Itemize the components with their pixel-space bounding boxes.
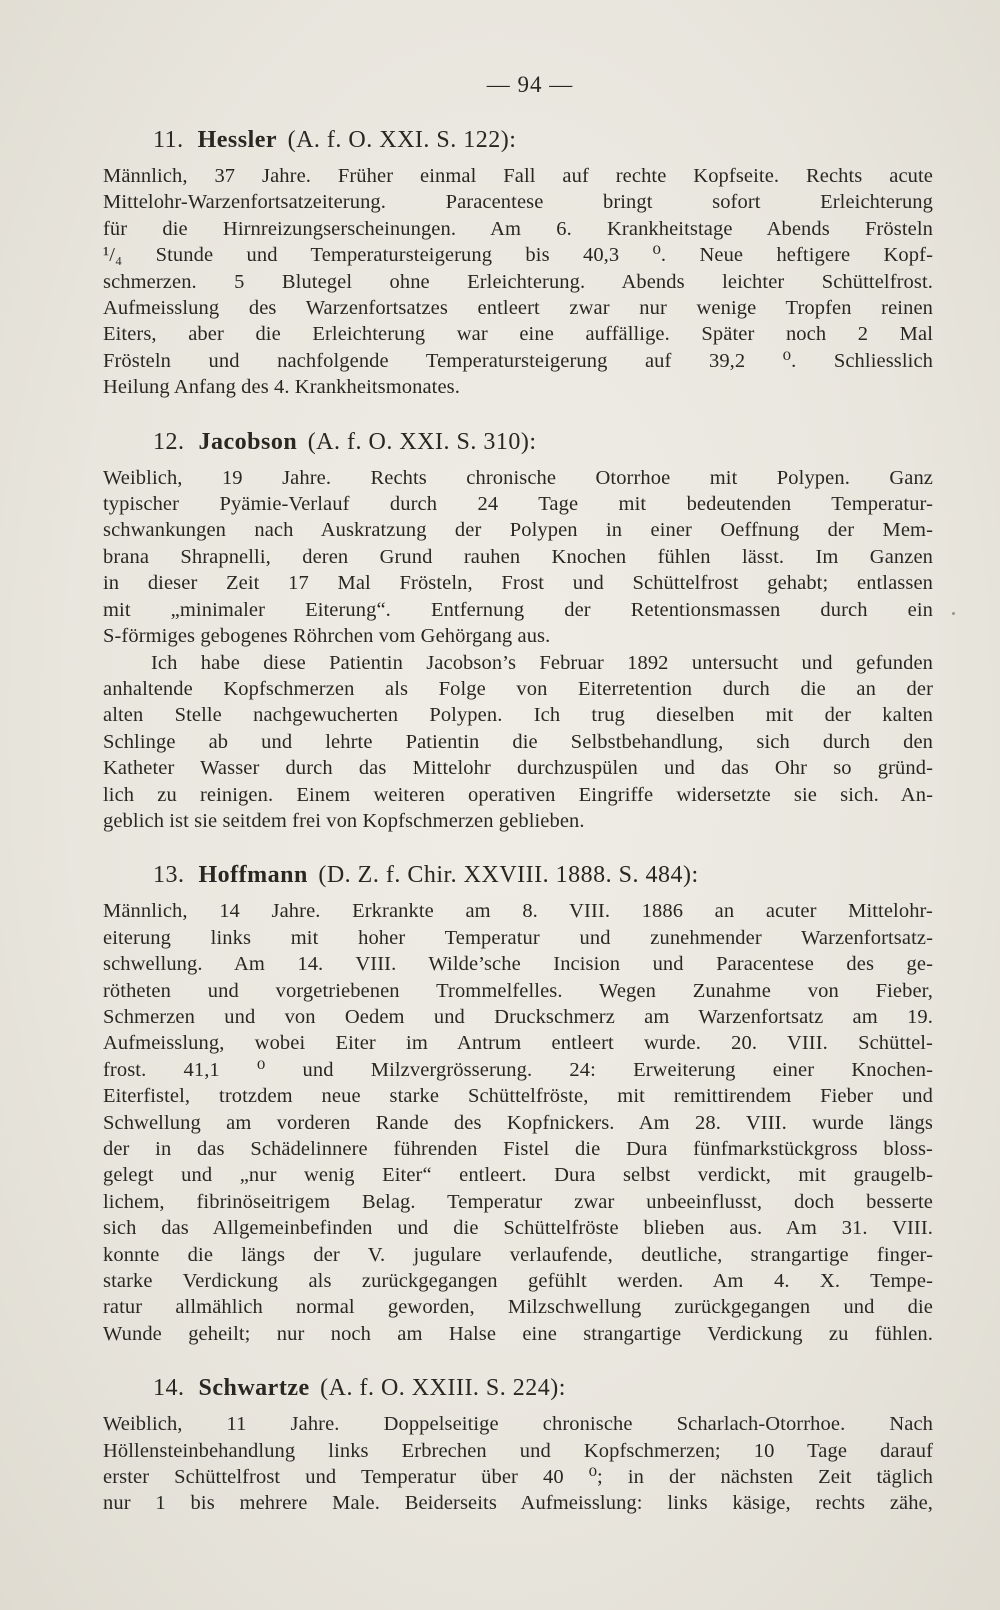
case-paragraph: [103, 650, 933, 835]
case-heading: [153, 860, 933, 890]
margin-dot: [952, 612, 955, 615]
case-number: 11.: [153, 127, 184, 153]
text-line: geblich ist sie seitdem frei von Kopfschmerzen geblieben.: [103, 809, 585, 832]
case-11: [103, 125, 933, 401]
case-number: 14.: [153, 1375, 185, 1402]
text-line: lich zu reinigen. Einem weiteren operativen Eingriffe widersetzte sie sich. An-: [103, 783, 933, 806]
case-paragraph: [103, 465, 933, 650]
case-author: Hoffmann: [198, 862, 308, 889]
text-line: Schwellung am vorderen Rande des Kopfnickers. Am 28. VIII. wurde längs: [103, 1111, 933, 1134]
case-12: [103, 427, 933, 835]
text-line: schwankungen nach Auskratzung der Polypen in einer Oeffnung der Mem-: [103, 519, 933, 542]
text-line: schwellung. Am 14. VIII. Wilde’sche Incision und Paracentese des ge-: [103, 953, 933, 976]
text-line: erster Schüttelfrost und Temperatur über 40 ⁰; in der nächsten Zeit täglich: [103, 1466, 933, 1489]
text-line: eiterung links mit hoher Temperatur und zunehmender Warzenfortsatz-: [103, 926, 933, 949]
text-line: Schmerzen und von Oedem und Druckschmerz am Warzenfortsatz am 19.: [103, 1005, 933, 1028]
text-line: lichem, fibrinöseitrigem Belag. Temperatur zwar unbeeinflusst, doch besserte: [103, 1190, 933, 1213]
case-author: Schwartze: [198, 1375, 310, 1402]
text-line: Wunde geheilt; nur noch am Halse eine strangartige Verdickung zu fühlen.: [103, 1322, 933, 1345]
text-line: frost. 41,1 ⁰ und Milzvergrösserung. 24: Erweiterung einer Knochen-: [103, 1058, 933, 1081]
text-line: Mittelohr-Warzenfortsatzeiterung. Paracentese bringt sofort Erleichterung: [103, 191, 933, 214]
case-13: [103, 860, 933, 1347]
text-line: der in das Schädelinnere führenden Fistel die Dura fünfmarkstückgross bloss-: [103, 1138, 933, 1160]
text-line: Eiters, aber die Erleichterung war eine auffällige. Später noch 2 Mal: [103, 323, 933, 346]
case-reference: (A. f. O. XXIII. S. 224):: [320, 1375, 566, 1402]
text-line: Männlich, 14 Jahre. Erkrankte am 8. VIII. 1886 an acuter Mittelohr-: [103, 900, 933, 923]
case-heading: [153, 1373, 933, 1403]
text-line: gelegt und „nur wenig Eiter“ entleert. Dura selbst verdickt, mit graugelb-: [103, 1164, 933, 1187]
page-number: — 94 —: [486, 72, 574, 97]
case-reference: (D. Z. f. Chir. XXVIII. 1888. S. 484):: [318, 862, 699, 889]
case-number: 13.: [153, 862, 185, 889]
text-line: für die Hirnreizungserscheinungen. Am 6. Krankheitstage Abends Frösteln: [103, 217, 933, 240]
text-line: Aufmeisslung des Warzenfortsatzes entleert zwar nur wenige Tropfen reinen: [103, 297, 933, 320]
case-reference: (A. f. O. XXI. S. 122):: [287, 127, 517, 153]
case-paragraph: [103, 1411, 933, 1517]
case-paragraph: [103, 163, 933, 401]
text-line: Heilung Anfang des 4. Krankheitsmonates.: [103, 376, 460, 399]
text-line: starke Verdickung als zurückgegangen gefühlt werden. Am 4. X. Tempe-: [103, 1270, 933, 1293]
case-paragraph: [103, 898, 933, 1347]
text-line: Frösteln und nachfolgende Temperatursteigerung auf 39,2 ⁰. Schliesslich: [103, 349, 933, 372]
text-line: Katheter Wasser durch das Mittelohr durchzuspülen und das Ohr so gründ-: [103, 757, 933, 780]
case-heading: [153, 427, 933, 457]
case-number: 12.: [153, 428, 185, 455]
text-line: rötheten und vorgetriebenen Trommelfelles. Wegen Zunahme von Fieber,: [103, 979, 933, 1002]
case-14: [103, 1373, 933, 1517]
text-line: Höllensteinbehandlung links Erbrechen und Kopfschmerzen; 10 Tage darauf: [103, 1439, 933, 1462]
case-reference: (A. f. O. XXI. S. 310):: [307, 428, 537, 455]
text-line: schmerzen. 5 Blutegel ohne Erleichterung. Abends leichter Schüttelfrost.: [103, 270, 933, 293]
text-line: Schlinge ab und lehrte Patientin die Selbstbehandlung, sich durch den: [103, 730, 933, 753]
text-line: alten Stelle nachgewucherten Polypen. Ich trug dieselben mit der kalten: [103, 704, 933, 727]
case-heading: [153, 125, 933, 155]
text-line: Eiterfistel, trotzdem neue starke Schüttelfröste, mit remittirendem Fieber und: [103, 1085, 933, 1108]
text-line: konnte die längs der V. jugulare verlaufende, deutliche, strangartige finger-: [103, 1243, 933, 1266]
text-line: Aufmeisslung, wobei Eiter im Antrum entleert wurde. 20. VIII. Schüttel-: [103, 1032, 933, 1055]
text-line: nur 1 bis mehrere Male. Beiderseits Aufmeisslung: links käsige, rechts zähe,: [103, 1492, 933, 1515]
text-line: Ich habe diese Patientin Jacobson’s Februar 1892 untersucht und gefunden: [151, 651, 933, 674]
text-line: Männlich, 37 Jahre. Früher einmal Fall auf rechte Kopfseite. Rechts acute: [103, 165, 933, 187]
text-line: typischer Pyämie-Verlauf durch 24 Tage mit bedeutenden Temperatur-: [103, 493, 933, 516]
case-author: Jacobson: [198, 428, 298, 455]
case-author: Hessler: [197, 127, 278, 153]
text-line: S-förmiges gebogenes Röhrchen vom Gehörgang aus.: [103, 625, 551, 648]
text-line: Weiblich, 19 Jahre. Rechts chronische Otorrhoe mit Polypen. Ganz: [103, 466, 933, 489]
text-line: Weiblich, 11 Jahre. Doppelseitige chronische Scharlach-Otorrhoe. Nach: [103, 1413, 933, 1436]
page-content: [103, 125, 933, 1517]
text-line: mit „minimaler Eiterung“. Entfernung der Retentionsmassen durch ein: [103, 598, 933, 621]
text-line: ratur allmählich normal geworden, Milzschwellung zurückgegangen und die: [103, 1296, 933, 1319]
text-line: ¹/₄ Stunde und Temperatursteigerung bis 40,3 ⁰. Neue heftigere Kopf-: [103, 244, 933, 267]
text-line: in dieser Zeit 17 Mal Frösteln, Frost und Schüttelfrost gehabt; entlassen: [103, 572, 933, 595]
text-line: brana Shrapnelli, deren Grund rauhen Knochen fühlen lässt. Im Ganzen: [103, 545, 933, 568]
text-line: anhaltende Kopfschmerzen als Folge von Eiterretention durch die an der: [103, 677, 933, 700]
text-line: sich das Allgemeinbefinden und die Schüttelfröste blieben aus. Am 31. VIII.: [103, 1217, 933, 1240]
